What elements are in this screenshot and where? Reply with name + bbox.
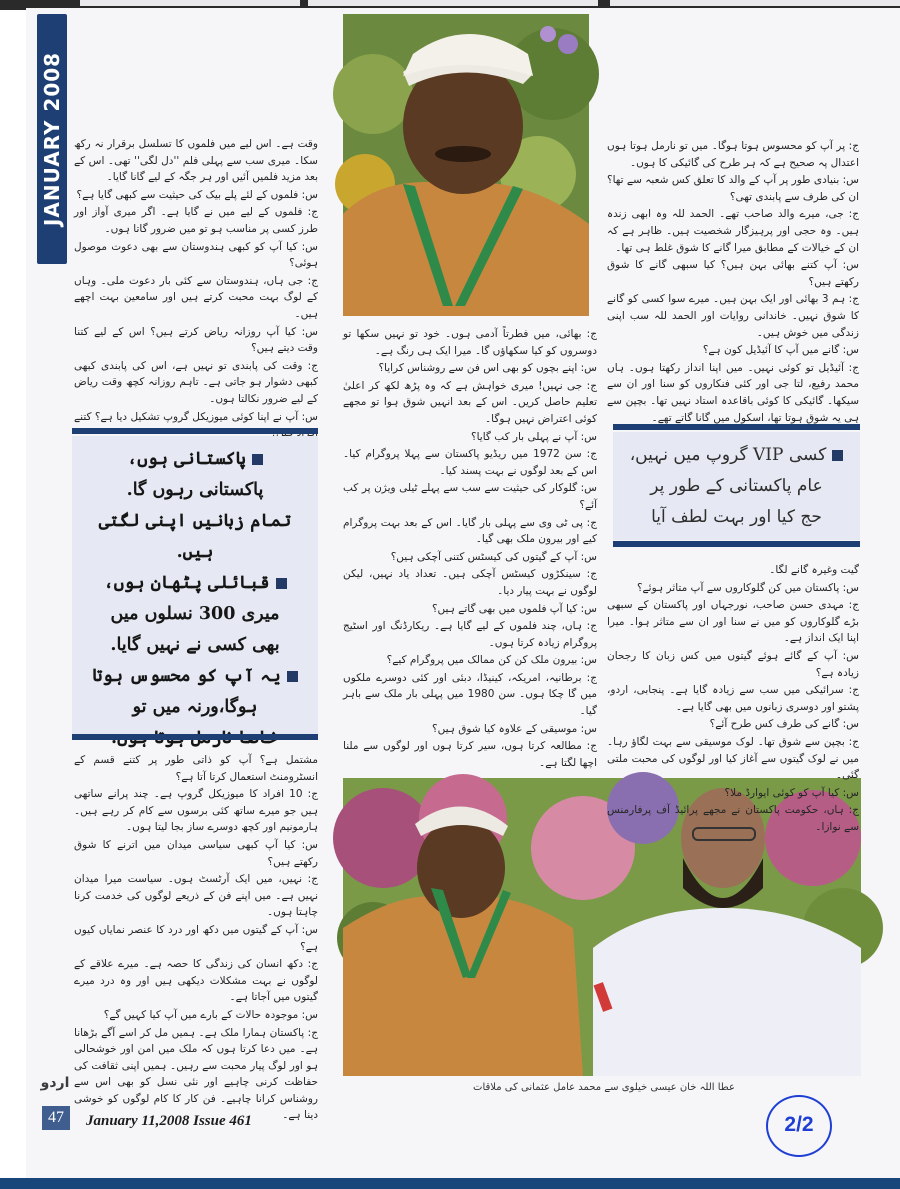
pull-quote-left [72, 436, 318, 736]
paragraph: س: پاکستان میں کن گلوکاروں سے آپ متاثر ہوئے؟ [636, 581, 859, 594]
paragraph: ج: ہم 3 بھائی اور ایک بہن ہیں۔ میرے سوا کسی کو گانے کا شوق نہیں۔ خاندانی روایات اور الحمد للہ سب اپنی زندگی میں خوش ہیں۔ [607, 293, 859, 339]
paragraph: س: بیرون ملک کن کن ممالک میں پروگرام کیے؟ [386, 654, 597, 667]
paragraph: س: گلوکار کی حیثیت سے سب سے پہلے ٹیلی ویژن پر کب آئے؟ [343, 482, 597, 511]
text-column-left-top [74, 136, 318, 423]
paragraph: ج: پاکستان ہمارا ملک ہے۔ ہمیں مل کر اسے آگے بڑھانا ہے۔ میں دعا کرتا ہوں کہ ملک میں امن اور خوشحالی ہو اور لوگ پیار محبت سے رہیں۔ ہمیں اپنی ثقافت کی حفاظت کرنی چاہیے اور نئی نسل کو بھی اس سے روشناس کرانا چاہیے۔ فن کار کا کام لوگوں کو خوشی دینا ہے۔ [74, 1026, 318, 1122]
pull-quote-left-line: یہ آپ کو محسوس ہوتا [78, 661, 312, 692]
paragraph: ج: مہدی حسن صاحب، نورجہاں اور پاکستان کے سبھی بڑے گلوکاروں کو میں نے سنا اور ان سے متاثر ہوا۔ میرا اپنا ایک انداز ہے۔ [607, 599, 859, 645]
pull-quote-left-line: میری 300 نسلوں میں [110, 604, 280, 624]
pull-quote-left-line: تمام زبانیں اپنی لگتی ہیں. [98, 511, 292, 562]
paragraph: ج: آئیڈیل تو کوئی نہیں۔ میں اپنا انداز رکھتا ہوں۔ ہاں محمد رفیع، لتا جی اور کئی فنکاروں کو سنا اور ان سے سیکھا۔ گائیکی کا کوئی باقاعدہ استاد نہیں تھا۔ بچپن سے ہی یہ شوق ہوتا تھا، اسکول میں گانا گاتے تھے۔ [607, 361, 859, 424]
pull-quote-left-line: بھی کسی نے نہیں گایا. [110, 635, 280, 655]
square-bullet-icon [832, 450, 843, 461]
paragraph: س: گانے کی طرف کس طرح آئے؟ [709, 718, 859, 731]
photo-caption: عطا اللہ خان عیسی خیلوی سے محمد عامل عثمانی کی ملاقات [473, 1082, 735, 1093]
paragraph: ج: پر آپ کو محسوس ہوتا ہوگا۔ میں تو نارمل ہوتا ہوں اعتدال پہ صحیح ہے کہ ہر طرح کی گائیکی کا ہوں۔ [607, 140, 859, 169]
magazine-logo: اردو [40, 1075, 70, 1091]
pull-quote-right-line: کسی VIP گروپ میں نہیں، [621, 440, 852, 471]
paragraph: ج: سن 1972 میں ریڈیو پاکستان سے پہلا پروگرام کیا۔ اس کے بعد لوگوں نے بہت پسند کیا۔ [343, 448, 597, 477]
paragraph: وقت ہے۔ اس لیے میں فلموں کا تسلسل برقرار نہ رکھ سکا۔ میری سب سے پہلی فلم ''دل لگی'' تھی۔ اس کے بعد مزید فلمیں آئیں اور ہر جگہ کے لیے گانا گایا۔ [74, 138, 318, 184]
paragraph: ج: فلموں کے لیے میں نے گایا ہے۔ اگر میری آواز اور طرز کسی پر مناسب ہو تو میں ضرور گاتا ہوں۔ [74, 206, 318, 235]
paragraph: ج: 10 افراد کا میوزیکل گروپ ہے۔ چند پرانے ساتھی ہیں جو میرے ساتھ کئی برسوں سے کام کر رہے ہیں۔ ہارمونیم اور کچھ دوسرے ساز بجا لیتا ہوں۔ [74, 788, 318, 834]
paragraph: س: بنیادی طور پر آپ کے والد کا تعلق کس شعبہ سے تھا؟ ان کی طرف سے پابندی تھی؟ [607, 174, 859, 203]
paragraph: س: موسیقی کے علاوہ کیا شوق ہیں؟ [432, 722, 597, 735]
pull-quote-right-line: عام پاکستانی کے طور پر [650, 476, 823, 496]
pull-quote-right [613, 432, 860, 540]
paragraph: س: موجودہ حالات کے بارے میں آپ کیا کہیں گے؟ [103, 1008, 318, 1021]
paragraph: ج: جی نہیں! میری خواہش ہے کہ وہ پڑھ لکھ کر اعلیٰ تعلیم حاصل کریں۔ اس کے بعد انہیں شوق ہوا تو مجھے کوئی اعتراض نہیں ہوگا۔ [343, 379, 597, 425]
paragraph: س: کیا آپ کو کوئی ایوارڈ ملا؟ [724, 786, 859, 799]
paragraph: س: گانے میں آپ کا آئیڈیل کون ہے؟ [702, 344, 859, 357]
paragraph: مشتمل ہے؟ آپ کو ذاتی طور پر کتنے قسم کے انسٹرومنٹ استعمال کرتا آتا ہے؟ [74, 754, 318, 783]
text-column-right-top [607, 138, 859, 426]
text-column-middle [343, 326, 597, 769]
paragraph: ج: نہیں، میں ایک آرٹسٹ ہوں۔ سیاست میرا میدان نہیں ہے۔ میں اپنے فن کے ذریعے لوگوں کی خدمت کرنا چاہتا ہوں۔ [74, 873, 318, 919]
square-bullet-icon [276, 578, 287, 589]
text-column-right-bottom [607, 562, 859, 833]
scan-bottom-edge [0, 1178, 900, 1189]
paragraph: س: آپ کے گیتوں کی کیسٹس کتنی آچکی ہیں؟ [390, 550, 597, 563]
paragraph: س: اپنے بچوں کو بھی اس فن سے روشناس کرایا؟ [378, 362, 597, 375]
paragraph: س: کیا آپ فلموں میں بھی گاتے ہیں؟ [431, 602, 597, 615]
issue-footer: January 11,2008 Issue 461 [86, 1113, 252, 1129]
paragraph: ج: دکھ انسان کی زندگی کا حصہ ہے۔ میرے علاقے کے لوگوں نے بہت مشکلات دیکھی ہیں اور وہ درد میرے گیتوں میں آجاتا ہے۔ [74, 958, 318, 1004]
paragraph: ج: بھائی، میں فطرتاً آدمی ہوں۔ خود تو نہیں سکھا تو دوسروں کو کیا سکھاؤں گا۔ میرا ایک ہی رنگ ہے۔ [343, 328, 597, 357]
paragraph: ج: ہاں، چند فلموں کے لیے گایا ہے۔ ریکارڈنگ اور اسٹیج پروگرام زیادہ کرتا ہوں۔ [343, 620, 597, 649]
paragraph: س: آپ نے پہلی بار کب گایا؟ [471, 430, 597, 443]
paragraph: ج: جی ہاں، ہندوستان سے کئی بار دعوت ملی۔ وہاں کے لوگ بہت محبت کرتے ہیں اور سامعین بہت اچھے ہیں۔ [74, 274, 318, 320]
page-number: 47 [42, 1106, 70, 1130]
paragraph: ج: سینکڑوں کیسٹس آچکی ہیں۔ تعداد یاد نہیں، لیکن لوگوں نے بہت پیار دیا۔ [343, 568, 597, 597]
quote-rule-right-top [613, 424, 860, 430]
paragraph: گیت وغیرہ گانے لگا۔ [769, 564, 859, 576]
paragraph: س: کیا آپ کبھی سیاسی میدان میں اترنے کا شوق رکھتے ہیں؟ [74, 838, 318, 868]
paragraph: ج: پی ٹی وی سے پہلی بار گایا۔ اس کے بعد بہت پروگرام کیے اور بیرون ملک بھی گیا۔ [343, 516, 597, 546]
paragraph: س: فلموں کے لئے پلے بیک کی حیثیت سے کبھی گایا ہے؟ [76, 188, 318, 201]
quote-rule-right-bottom [613, 541, 860, 547]
paragraph: ج: مطالعہ کرتا ہوں، سیر کرتا ہوں اور لوگوں سے ملنا اچھا لگتا ہے۔ [343, 740, 597, 769]
paragraph: ج: سرائیکی میں سب سے زیادہ گایا ہے۔ پنجابی، اردو، پشتو اور دوسری زبانوں میں بھی گایا ہے۔ [607, 684, 859, 713]
paragraph: س: آپ کے گائے ہوئے گیتوں میں کس زبان کا رجحان زیادہ ہے؟ [607, 649, 859, 679]
issue-date-tab [37, 14, 67, 264]
pull-quote-left-line: پاکستانی رہوں گا. [126, 480, 264, 500]
paragraph: ج: وقت کی پابندی تو نہیں ہے، اس کی پابندی کبھی کبھی دشوار ہو جاتی ہے۔ تاہم روزانہ کچھ وقت ریاض کے لیے ضرور نکالتا ہوں۔ [74, 359, 318, 405]
paragraph: ج: برطانیہ، امریکہ، کینیڈا، دبئی اور کئی دوسرے ملکوں میں گا چکا ہوں۔ سن 1980 میں پہلی بار ملک سے باہر گیا۔ [343, 671, 597, 718]
pull-quote-left-line: پاکستانی ہوں، [78, 444, 312, 475]
paragraph: ج: بچپن سے شوق تھا۔ لوک موسیقی سے بہت لگاؤ رہا۔ میں نے لوک گیتوں سے آغاز کیا اور لوگوں کی محبت ملتی گئی۔ [607, 735, 859, 782]
pull-quote-right-line: حج کیا اور بہت لطف آیا [651, 507, 822, 527]
paragraph: س: آپ کے گیتوں میں دکھ اور درد کا عنصر نمایاں کیوں ہے؟ [74, 923, 318, 953]
photo-top-portrait [343, 14, 589, 316]
issue-date-label: JANUARY 2008 [40, 51, 64, 227]
paragraph: س: کیا آپ کو کبھی ہندوستان سے بھی دعوت موصول ہوئی؟ [74, 240, 318, 270]
paragraph: س: آپ کتنے بھائی بہن ہیں؟ کیا سبھی گانے کا شوق رکھتے ہیں؟ [607, 259, 859, 288]
quote-rule-left-bottom [72, 734, 318, 740]
square-bullet-icon [252, 454, 263, 465]
paragraph: س: آپ نے اپنا کوئی میوزیکل گروپ تشکیل دیا ہے؟ کتنے [74, 410, 318, 423]
quote-rule-left-top [72, 428, 318, 434]
paragraph: ج: جی، میرے والد صاحب تھے۔ الحمد للہ وہ ابھی زندہ ہیں۔ وہ حجی اور پرہیزگار شخصیت ہیں۔ ظاہر ہے کہ ان کے خیالات کے مطابق میرا گانے کا شوق غلط ہی تھا۔ [607, 208, 859, 254]
paragraph: س: کیا آپ روزانہ ریاض کرتے ہیں؟ اس کے لیے کتنا وقت دیتے ہیں؟ [74, 325, 318, 355]
pull-quote-left-line: قبائلی پٹھان ہوں، [78, 568, 312, 599]
paragraph: ج: ہاں، حکومت پاکستان نے مجھے پرائیڈ آف پرفارمنس سے نوازا۔ [607, 804, 859, 833]
square-bullet-icon [287, 671, 298, 682]
page-stamp: 2/2 [766, 1095, 832, 1157]
pull-quote-left-line: ہوگا،ورنہ میں تو [132, 697, 258, 717]
